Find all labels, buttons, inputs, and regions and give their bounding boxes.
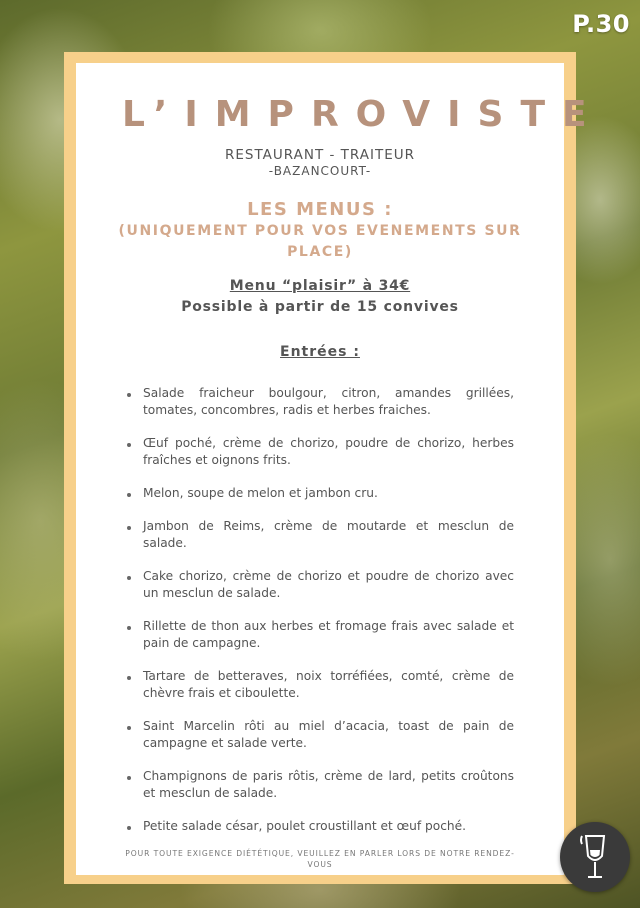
restaurant-name: L’IMPROVISTE: [122, 94, 604, 135]
page-number-label: P.30: [572, 10, 630, 38]
restaurant-subtitle: RESTAURANT - TRAITEUR: [225, 147, 415, 163]
entrees-list: [126, 385, 514, 835]
list-item: Tartare de betteraves, noix torréfiées, comté, crème de chèvre frais et ciboulette.: [126, 668, 514, 702]
menus-title: LES MENUS :: [247, 199, 393, 220]
list-item: Jambon de Reims, crème de moutarde et mesclun de salade.: [126, 518, 514, 552]
restaurant-location: -BAZANCOURT-: [268, 164, 372, 178]
list-item: Rillette de thon aux herbes et fromage frais avec salade et pain de campagne.: [126, 618, 514, 652]
menu-name: Menu “plaisir” à 34€: [229, 278, 411, 294]
list-item: Œuf poché, crème de chorizo, poudre de chorizo, herbes fraîches et oignons frits.: [126, 435, 514, 469]
list-item: Saint Marcelin rôti au miel d’acacia, toast de pain de campagne et salade verte.: [126, 718, 514, 752]
list-item: Salade fraicheur boulgour, citron, amandes grillées, tomates, concombres, radis et herbes fraiches.: [126, 385, 514, 419]
dietary-footer-note: POUR TOUTE EXIGENCE DIÉTÉTIQUE, VEUILLEZ EN PARLER LORS DE NOTRE RENDEZ-VOUS: [125, 849, 515, 869]
list-item: Melon, soupe de melon et jambon cru.: [126, 485, 514, 502]
menu-frame: [64, 52, 604, 884]
menu-card: [76, 63, 604, 875]
menu-minimum-guests: Possible à partir de 15 convives: [181, 299, 459, 315]
list-item: Petite salade césar, poulet croustillant et œuf poché.: [126, 818, 514, 835]
wine-glass-icon: [560, 822, 630, 892]
section-title-entrees: Entrées :: [280, 344, 360, 360]
menus-subtitle: (UNIQUEMENT POUR VOS EVENEMENTS SUR PLACE): [118, 223, 522, 260]
list-item: Champignons de paris rôtis, crème de lard, petits croûtons et mesclun de salade.: [126, 768, 514, 802]
list-item: Cake chorizo, crème de chorizo et poudre de chorizo avec un mesclun de salade.: [126, 568, 514, 602]
